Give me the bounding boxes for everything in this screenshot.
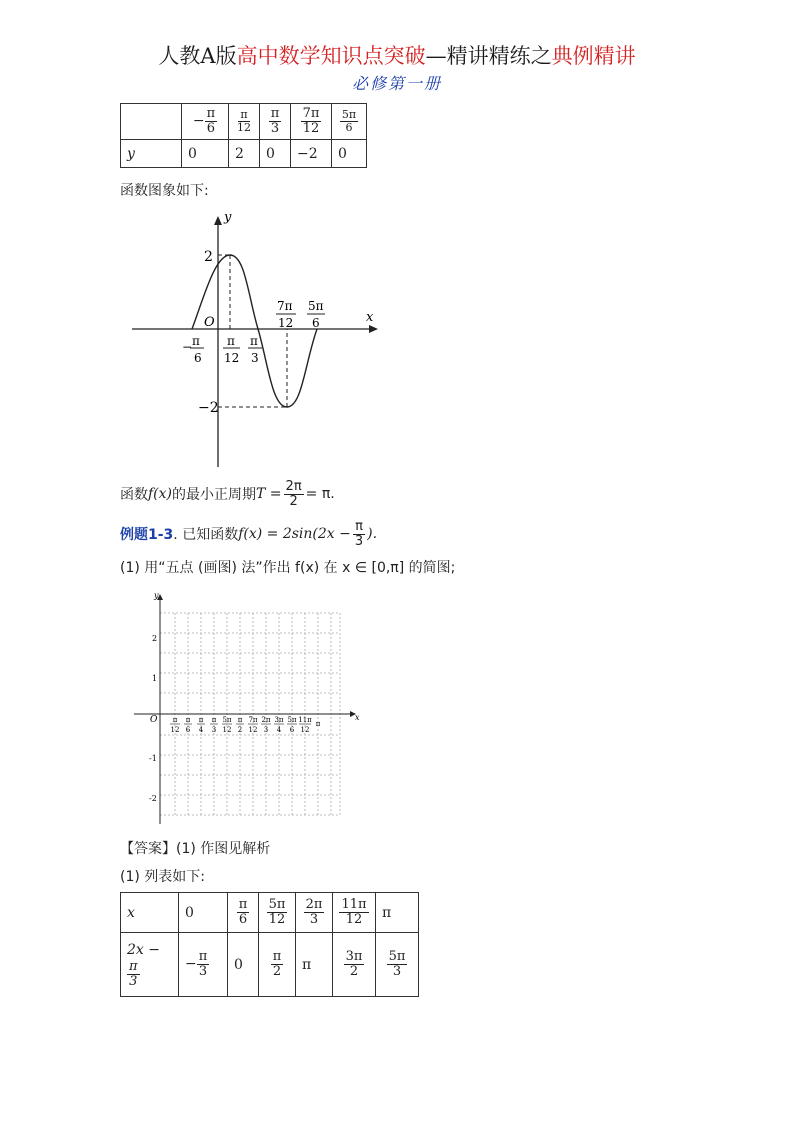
sine-graph xyxy=(120,205,390,470)
grid-x-label: x xyxy=(355,713,360,722)
y-axis-label: y xyxy=(224,210,232,225)
tick-label-neg-pi-6 xyxy=(182,334,204,365)
svg-text:5π: 5π xyxy=(287,716,297,724)
table1-x-cell: − $\frac{\pi}{6}$ xyxy=(182,104,229,140)
table1-x-cell: $\frac{7\pi}{12}$ xyxy=(291,104,332,140)
grid-x-ticks xyxy=(170,716,321,734)
table1-x-cell: $\frac{\pi}{12}$ xyxy=(229,104,260,140)
svg-text:3: 3 xyxy=(263,726,269,734)
table1-y-cell: 0 xyxy=(332,140,367,168)
svg-text:π: π xyxy=(211,716,217,724)
table2-x-cell: 0 xyxy=(179,893,228,933)
graph-intro: 函数图象如下: xyxy=(120,183,209,199)
table2-x-row xyxy=(121,893,419,933)
svg-text:3: 3 xyxy=(251,351,259,365)
svg-text:4: 4 xyxy=(276,726,282,734)
svg-text:7π: 7π xyxy=(277,299,293,313)
svg-text:12: 12 xyxy=(278,316,294,330)
table1-y-cell: 2 xyxy=(229,140,260,168)
table1-x-row xyxy=(121,104,367,140)
table2-arg-row xyxy=(121,933,419,997)
table1-y-label: y xyxy=(121,140,182,168)
svg-text:12: 12 xyxy=(300,726,310,734)
list-intro: (1) 列表如下: xyxy=(120,869,205,885)
grid-x-tick xyxy=(316,720,321,728)
table1-x-cell: $\frac{\pi}{3}$ xyxy=(260,104,291,140)
y-min-label: −2 xyxy=(198,400,219,416)
header-part4: 典例精讲 xyxy=(551,44,636,68)
x-axis-arrow xyxy=(369,325,378,333)
table2-x-label: x xyxy=(121,893,179,933)
sine-curve xyxy=(192,255,317,407)
table2-x-cell: π xyxy=(376,893,419,933)
table1-y-cell: 0 xyxy=(260,140,291,168)
table2-x-cell: $\frac{11\pi}{12}$ xyxy=(333,893,376,933)
svg-text:π: π xyxy=(250,334,258,348)
page-subtitle: 必修第一册 xyxy=(351,74,442,93)
grid-y-tick: -1 xyxy=(149,754,157,763)
tick-label-pi-12 xyxy=(223,334,240,365)
answer-label: 【答案】(1) 作图见解析 xyxy=(120,841,271,857)
svg-text:6: 6 xyxy=(185,726,191,734)
table2-arg-cell: − $\frac{\pi}{3}$ xyxy=(179,933,228,997)
svg-text:11π: 11π xyxy=(298,716,312,724)
value-table-1 xyxy=(120,103,367,168)
svg-text:π: π xyxy=(237,716,243,724)
table2-arg-cell: $\frac{3\pi}{2}$ xyxy=(333,933,376,997)
grid-y-tick: 2 xyxy=(152,634,158,643)
grid-y-tick: 1 xyxy=(152,674,158,683)
svg-text:π: π xyxy=(172,716,178,724)
table2-x-cell: $\frac{5\pi}{12}$ xyxy=(259,893,296,933)
table1-y-row xyxy=(121,140,367,168)
table2-arg-cell: $\frac{5\pi}{3}$ xyxy=(376,933,419,997)
svg-text:6: 6 xyxy=(289,726,295,734)
svg-text:12: 12 xyxy=(248,726,258,734)
svg-text:−: − xyxy=(182,340,193,354)
table2-arg-cell: 0 xyxy=(228,933,259,997)
svg-text:3π: 3π xyxy=(274,716,284,724)
svg-text:12: 12 xyxy=(170,726,180,734)
example-label: 例题1-3 xyxy=(120,527,174,544)
tick-label-7pi-12 xyxy=(276,299,296,330)
table1-x-cell: $\frac{5\pi}{6}$ xyxy=(332,104,367,140)
table1-y-cell: −2 xyxy=(291,140,332,168)
svg-text:2: 2 xyxy=(237,726,243,734)
example-fraction: $\frac{\pi}{3}$ xyxy=(354,519,364,549)
svg-text:12: 12 xyxy=(222,726,232,734)
svg-text:π: π xyxy=(227,334,235,348)
grid-y-label: y xyxy=(154,591,159,600)
grid-y-tick: -2 xyxy=(149,794,157,803)
svg-text:π: π xyxy=(198,716,204,724)
header-part3: —精讲精练之 xyxy=(425,44,552,68)
value-table-2 xyxy=(120,892,419,997)
table2-arg-label: 2x − $\frac{\pi}{3}$ xyxy=(121,933,179,997)
svg-text:6: 6 xyxy=(312,316,320,330)
tick-label-5pi-6 xyxy=(307,299,325,330)
svg-text:2π: 2π xyxy=(261,716,271,724)
x-axis-label: x xyxy=(366,310,374,325)
table2-arg-cell: $\frac{\pi}{2}$ xyxy=(259,933,296,997)
origin-label: O xyxy=(204,315,215,330)
y-max-label: 2 xyxy=(204,249,213,265)
svg-text:5π: 5π xyxy=(222,716,232,724)
svg-text:π: π xyxy=(315,720,321,728)
example-statement: 例题1-3 . 已知函数 f(x) = 2sin(2x − $\frac{\pi}{3}$ ). xyxy=(120,519,378,549)
page-header xyxy=(0,40,794,70)
table2-arg-cell: π xyxy=(296,933,333,997)
table2-x-cell: $\frac{2\pi}{3}$ xyxy=(296,893,333,933)
header-part2: 高中数学知识点突破 xyxy=(236,44,426,68)
blank-grid xyxy=(130,588,370,826)
question-1: (1) 用“五点 (画图) 法”作出 f(x) 在 x ∈ [0,π] 的简图; xyxy=(120,560,456,576)
period-text: 函数 f(x) 的最小正周期 T = $\frac{2\pi}{2}$ = π. xyxy=(120,479,335,509)
svg-text:7π: 7π xyxy=(248,716,258,724)
table1-y-cell: 0 xyxy=(182,140,229,168)
svg-text:π: π xyxy=(185,716,191,724)
svg-text:π: π xyxy=(192,334,200,348)
svg-text:4: 4 xyxy=(198,726,204,734)
svg-text:12: 12 xyxy=(224,351,240,365)
svg-text:5π: 5π xyxy=(308,299,324,313)
svg-text:3: 3 xyxy=(211,726,217,734)
period-fraction: $\frac{2\pi}{2}$ xyxy=(285,479,302,509)
y-axis-arrow xyxy=(214,216,222,225)
header-part1: 人教A版 xyxy=(158,44,237,68)
table2-x-cell: $\frac{\pi}{6}$ xyxy=(228,893,259,933)
table1-corner-cell xyxy=(121,104,182,140)
svg-text:6: 6 xyxy=(194,351,202,365)
grid-origin: O xyxy=(150,715,158,725)
